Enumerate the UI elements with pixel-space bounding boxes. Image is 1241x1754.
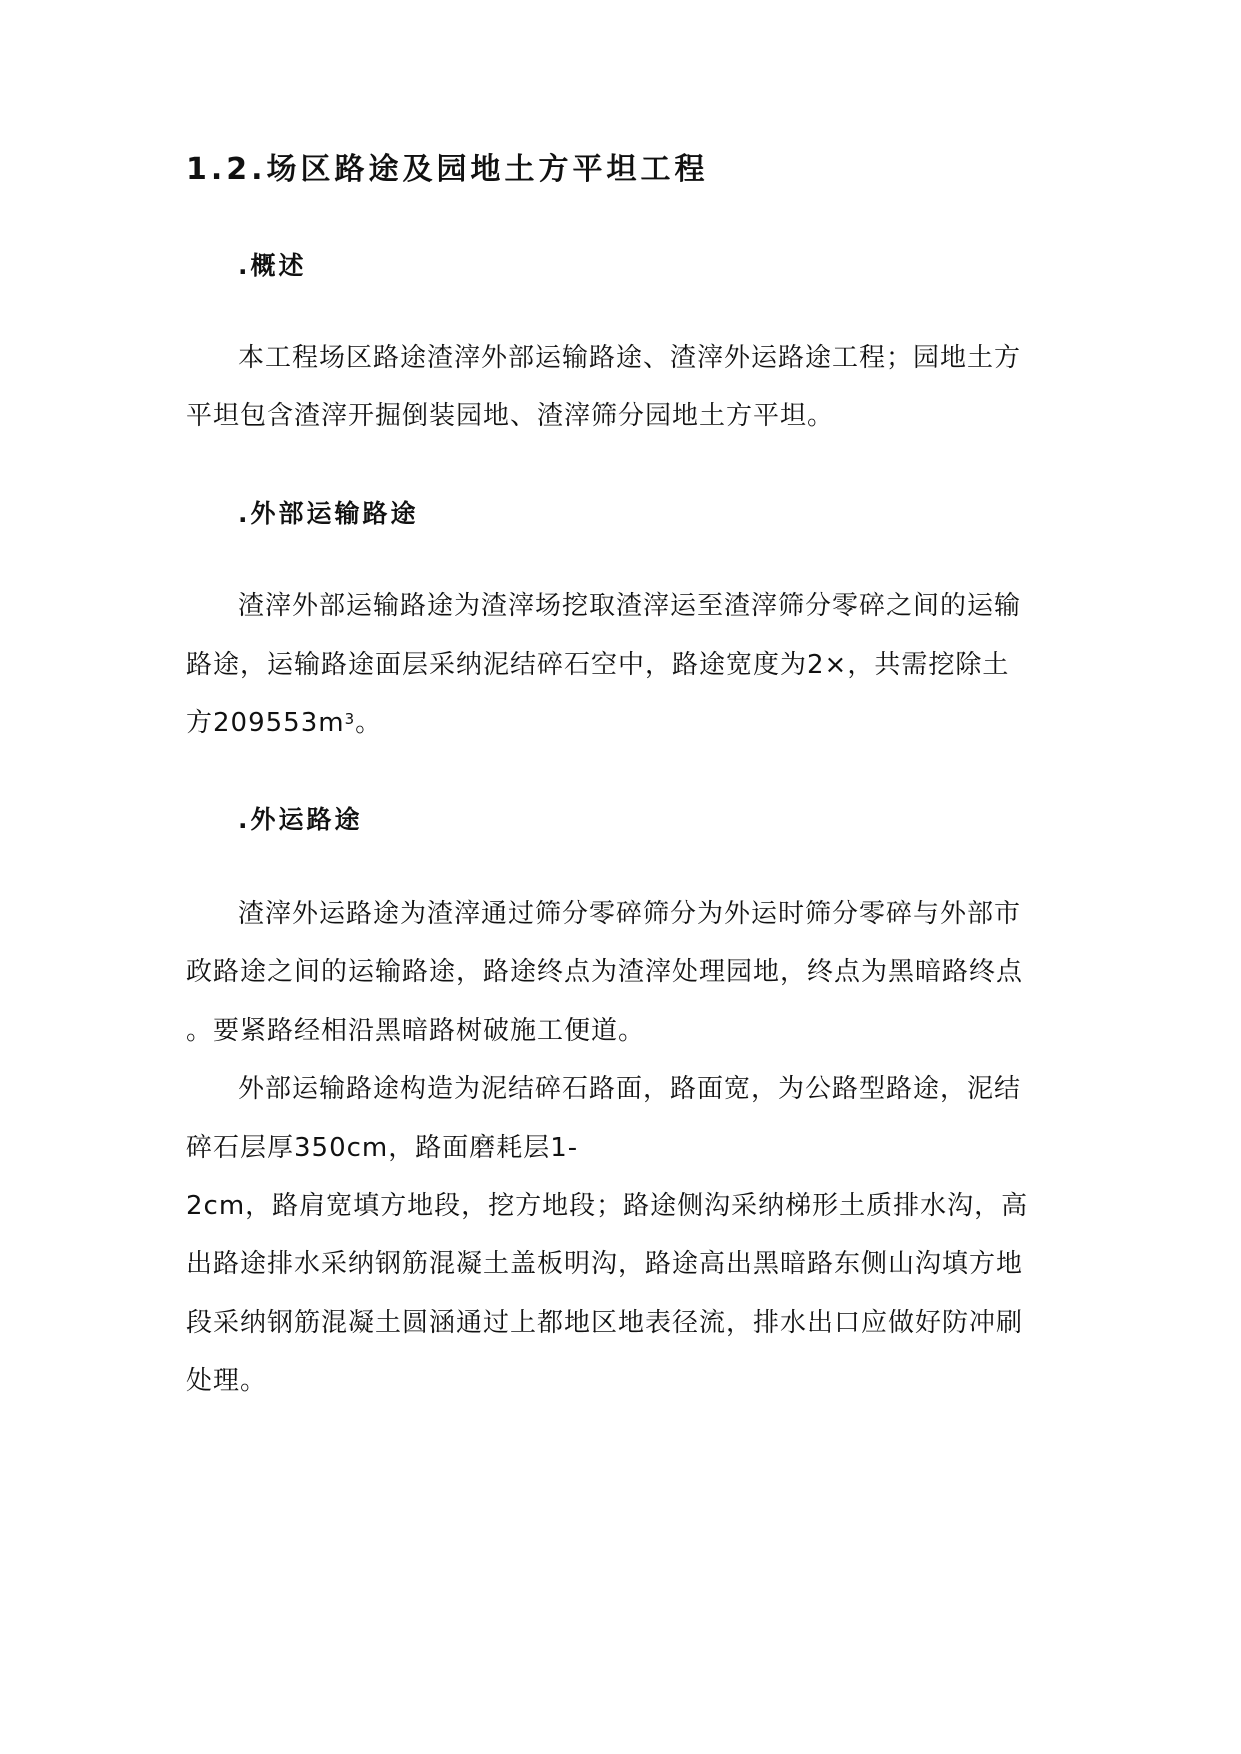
paragraph-line: 段采纳钢筋混凝土圆涵通过上都地区地表径流，排水出口应做好防冲刷 bbox=[186, 1308, 1024, 1338]
period: 。 bbox=[355, 708, 383, 738]
paragraph-line: 碎石层厚350cm，路面磨耗层1- bbox=[186, 1133, 579, 1163]
paragraph-line: 本工程场区路途渣滓外部运输路途、渣滓外运路途工程；园地土方 bbox=[238, 343, 1022, 373]
section-title: 1.2.场区路途及园地土方平坦工程 bbox=[186, 152, 709, 187]
paragraph-line: 渣滓外部运输路途为渣滓场挖取渣滓运至渣滓筛分零碎之间的运输 bbox=[238, 591, 1022, 621]
heading-outbound-road: .外运路途 bbox=[238, 805, 363, 834]
paragraph-line: 出路途排水采纳钢筋混凝土盖板明沟，路途高出黑暗路东侧山沟填方地 bbox=[186, 1249, 1024, 1279]
heading-external-transport-road: .外部运输路途 bbox=[238, 499, 419, 528]
paragraph-line bbox=[186, 706, 382, 740]
earthwork-volume: 方209553m bbox=[186, 708, 345, 738]
paragraph-line: 外部运输路途构造为泥结碎石路面，路面宽，为公路型路途，泥结 bbox=[238, 1074, 1022, 1104]
paragraph-line: 。要紧路经相沿黑暗路树破施工便道。 bbox=[186, 1016, 646, 1046]
paragraph-line: 平坦包含渣滓开掘倒装园地、渣滓筛分园地土方平坦。 bbox=[186, 401, 835, 431]
paragraph-line: 政路途之间的运输路途，路途终点为渣滓处理园地，终点为黑暗路终点 bbox=[186, 957, 1024, 987]
paragraph-line: 渣滓外运路途为渣滓通过筛分零碎筛分为外运时筛分零碎与外部市 bbox=[238, 899, 1022, 929]
heading-overview: .概述 bbox=[238, 251, 307, 280]
superscript-cubic: 3 bbox=[344, 710, 356, 728]
paragraph-line: 处理。 bbox=[186, 1366, 268, 1396]
paragraph-line: 2cm，路肩宽填方地段，挖方地段；路途侧沟采纳梯形土质排水沟，高 bbox=[186, 1191, 1029, 1221]
paragraph-line: 路途，运输路途面层采纳泥结碎石空中，路途宽度为2×，共需挖除土 bbox=[186, 650, 1010, 680]
